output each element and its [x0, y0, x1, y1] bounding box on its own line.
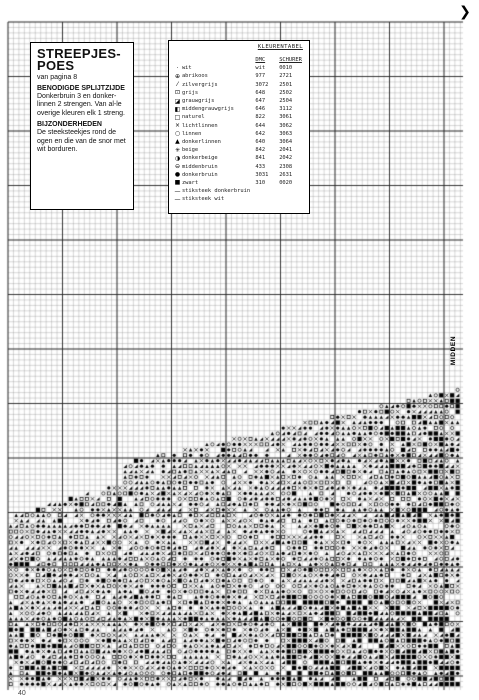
schurer-code: 0020 — [279, 179, 293, 186]
dmc-code: 822 — [255, 114, 266, 121]
dmc-code: 3072 — [255, 81, 269, 88]
dmc-code: 433 — [255, 163, 266, 170]
table-row — [173, 179, 305, 187]
table-header — [173, 56, 305, 64]
table-row — [173, 130, 305, 138]
color-name: stiksteek wit — [181, 196, 225, 203]
color-symbol-icon: ⊖ — [174, 163, 180, 171]
table-row — [173, 195, 305, 203]
schurer-code: 2308 — [279, 163, 293, 170]
color-name: abrikoos — [181, 73, 208, 80]
dmc-code: 642 — [255, 130, 266, 137]
table-row — [173, 162, 305, 170]
color-name: wit — [181, 65, 192, 72]
dmc-code: 646 — [255, 106, 266, 113]
table-row — [173, 154, 305, 162]
color-name: donkerlinnen — [181, 138, 221, 145]
table-row — [173, 105, 305, 113]
table-row — [173, 146, 305, 154]
schurer-code: 2501 — [279, 81, 293, 88]
column-header-schurer: SCHURER — [279, 57, 302, 64]
color-symbol-icon: □ — [174, 113, 181, 121]
schurer-code: 2504 — [279, 98, 293, 105]
schurer-code: 3063 — [279, 130, 293, 137]
dmc-code: 647 — [255, 98, 266, 105]
color-symbol-icon: ▲ — [175, 138, 180, 146]
color-symbol-icon: ⁄ — [176, 81, 178, 89]
instructions-panel — [30, 42, 134, 210]
table-row — [173, 72, 305, 80]
color-symbol-icon: · — [176, 64, 179, 72]
table-rows — [173, 64, 305, 203]
schurer-code: 2042 — [279, 155, 293, 162]
schurer-code: 2631 — [279, 171, 293, 178]
color-symbol-icon: ✳ — [174, 146, 180, 154]
color-symbol-icon: ◧ — [174, 105, 181, 113]
table-title: KLEURENTABEL — [257, 44, 303, 50]
color-name: zwart — [181, 179, 199, 186]
schurer-code: 3112 — [279, 106, 293, 113]
schurer-code: 2041 — [279, 147, 293, 154]
color-name: grauwgrijs — [181, 98, 215, 105]
color-name: beige — [181, 147, 199, 154]
color-symbol-icon: — — [174, 187, 181, 195]
panel-subtitle: van pagina 8 — [37, 74, 78, 81]
color-name: middenbruin — [181, 163, 218, 170]
color-name: middengrauwgrijs — [181, 106, 234, 113]
dmc-code: 310 — [255, 179, 266, 186]
page-number: 40 — [18, 690, 26, 697]
color-symbol-icon: — — [174, 195, 181, 203]
color-symbol-icon: ⊕ — [174, 72, 180, 80]
dmc-code: 842 — [255, 147, 266, 154]
color-symbol-icon: × — [174, 122, 180, 130]
schurer-code: 0010 — [279, 65, 293, 72]
table-row — [173, 171, 305, 179]
schurer-code: 3062 — [279, 122, 293, 129]
table-row — [173, 187, 305, 195]
table-row — [173, 97, 305, 105]
color-symbol-icon: ◪ — [174, 97, 181, 105]
materials-heading: BENODIGDE SPLIJTZIJDE — [37, 85, 125, 92]
dmc-code: 640 — [255, 138, 266, 145]
schurer-code: 3061 — [279, 114, 293, 121]
table-row — [173, 64, 305, 72]
center-label: MIDDEN — [450, 335, 458, 365]
dmc-code: wit — [255, 65, 266, 72]
dmc-code: 977 — [255, 73, 266, 80]
table-row — [173, 89, 305, 97]
table-row — [173, 138, 305, 146]
schurer-code: 2502 — [279, 89, 293, 96]
color-name: zilvergrijs — [181, 81, 218, 88]
dmc-code: 3031 — [255, 171, 269, 178]
center-marker — [449, 328, 459, 372]
schurer-code: 3064 — [279, 138, 293, 145]
schurer-code: 2721 — [279, 73, 293, 80]
details-heading: BIJZONDERHEDEN — [37, 121, 102, 129]
dmc-code: 841 — [255, 155, 266, 162]
column-header-dmc: DMC — [255, 57, 266, 64]
table-row — [173, 81, 305, 89]
color-name: linnen — [181, 130, 202, 137]
color-name: donkerbruin — [181, 171, 218, 178]
materials-text: Donkerbruin 3 en donker-linnen 2 strengen. Van al-le overige kleuren elk 1 streng. — [37, 93, 125, 117]
color-name: naturel — [181, 114, 205, 121]
color-name: donkerbeige — [181, 155, 218, 162]
color-name: grijs — [181, 89, 199, 96]
table-row — [173, 113, 305, 121]
color-symbol-icon: ■ — [174, 179, 181, 187]
dmc-code: 648 — [255, 89, 266, 96]
color-name: stiksteek donkerbruin — [181, 188, 251, 195]
table-row — [173, 122, 305, 130]
panel-title: STREEPJES- POES — [37, 46, 121, 73]
color-table — [168, 40, 310, 214]
color-symbol-icon: ● — [174, 171, 181, 179]
dmc-code: 644 — [255, 122, 266, 129]
color-name: lichtlinnen — [181, 122, 218, 129]
color-symbol-icon: ⊡ — [174, 89, 180, 97]
color-symbol-icon: ◑ — [174, 154, 181, 162]
color-symbol-icon: ○ — [174, 130, 181, 138]
details-text: De steeksteekjes rond de ogen en die van de snor met wit borduren. — [37, 129, 126, 154]
chevron-down-icon[interactable]: ❯ — [459, 4, 471, 20]
